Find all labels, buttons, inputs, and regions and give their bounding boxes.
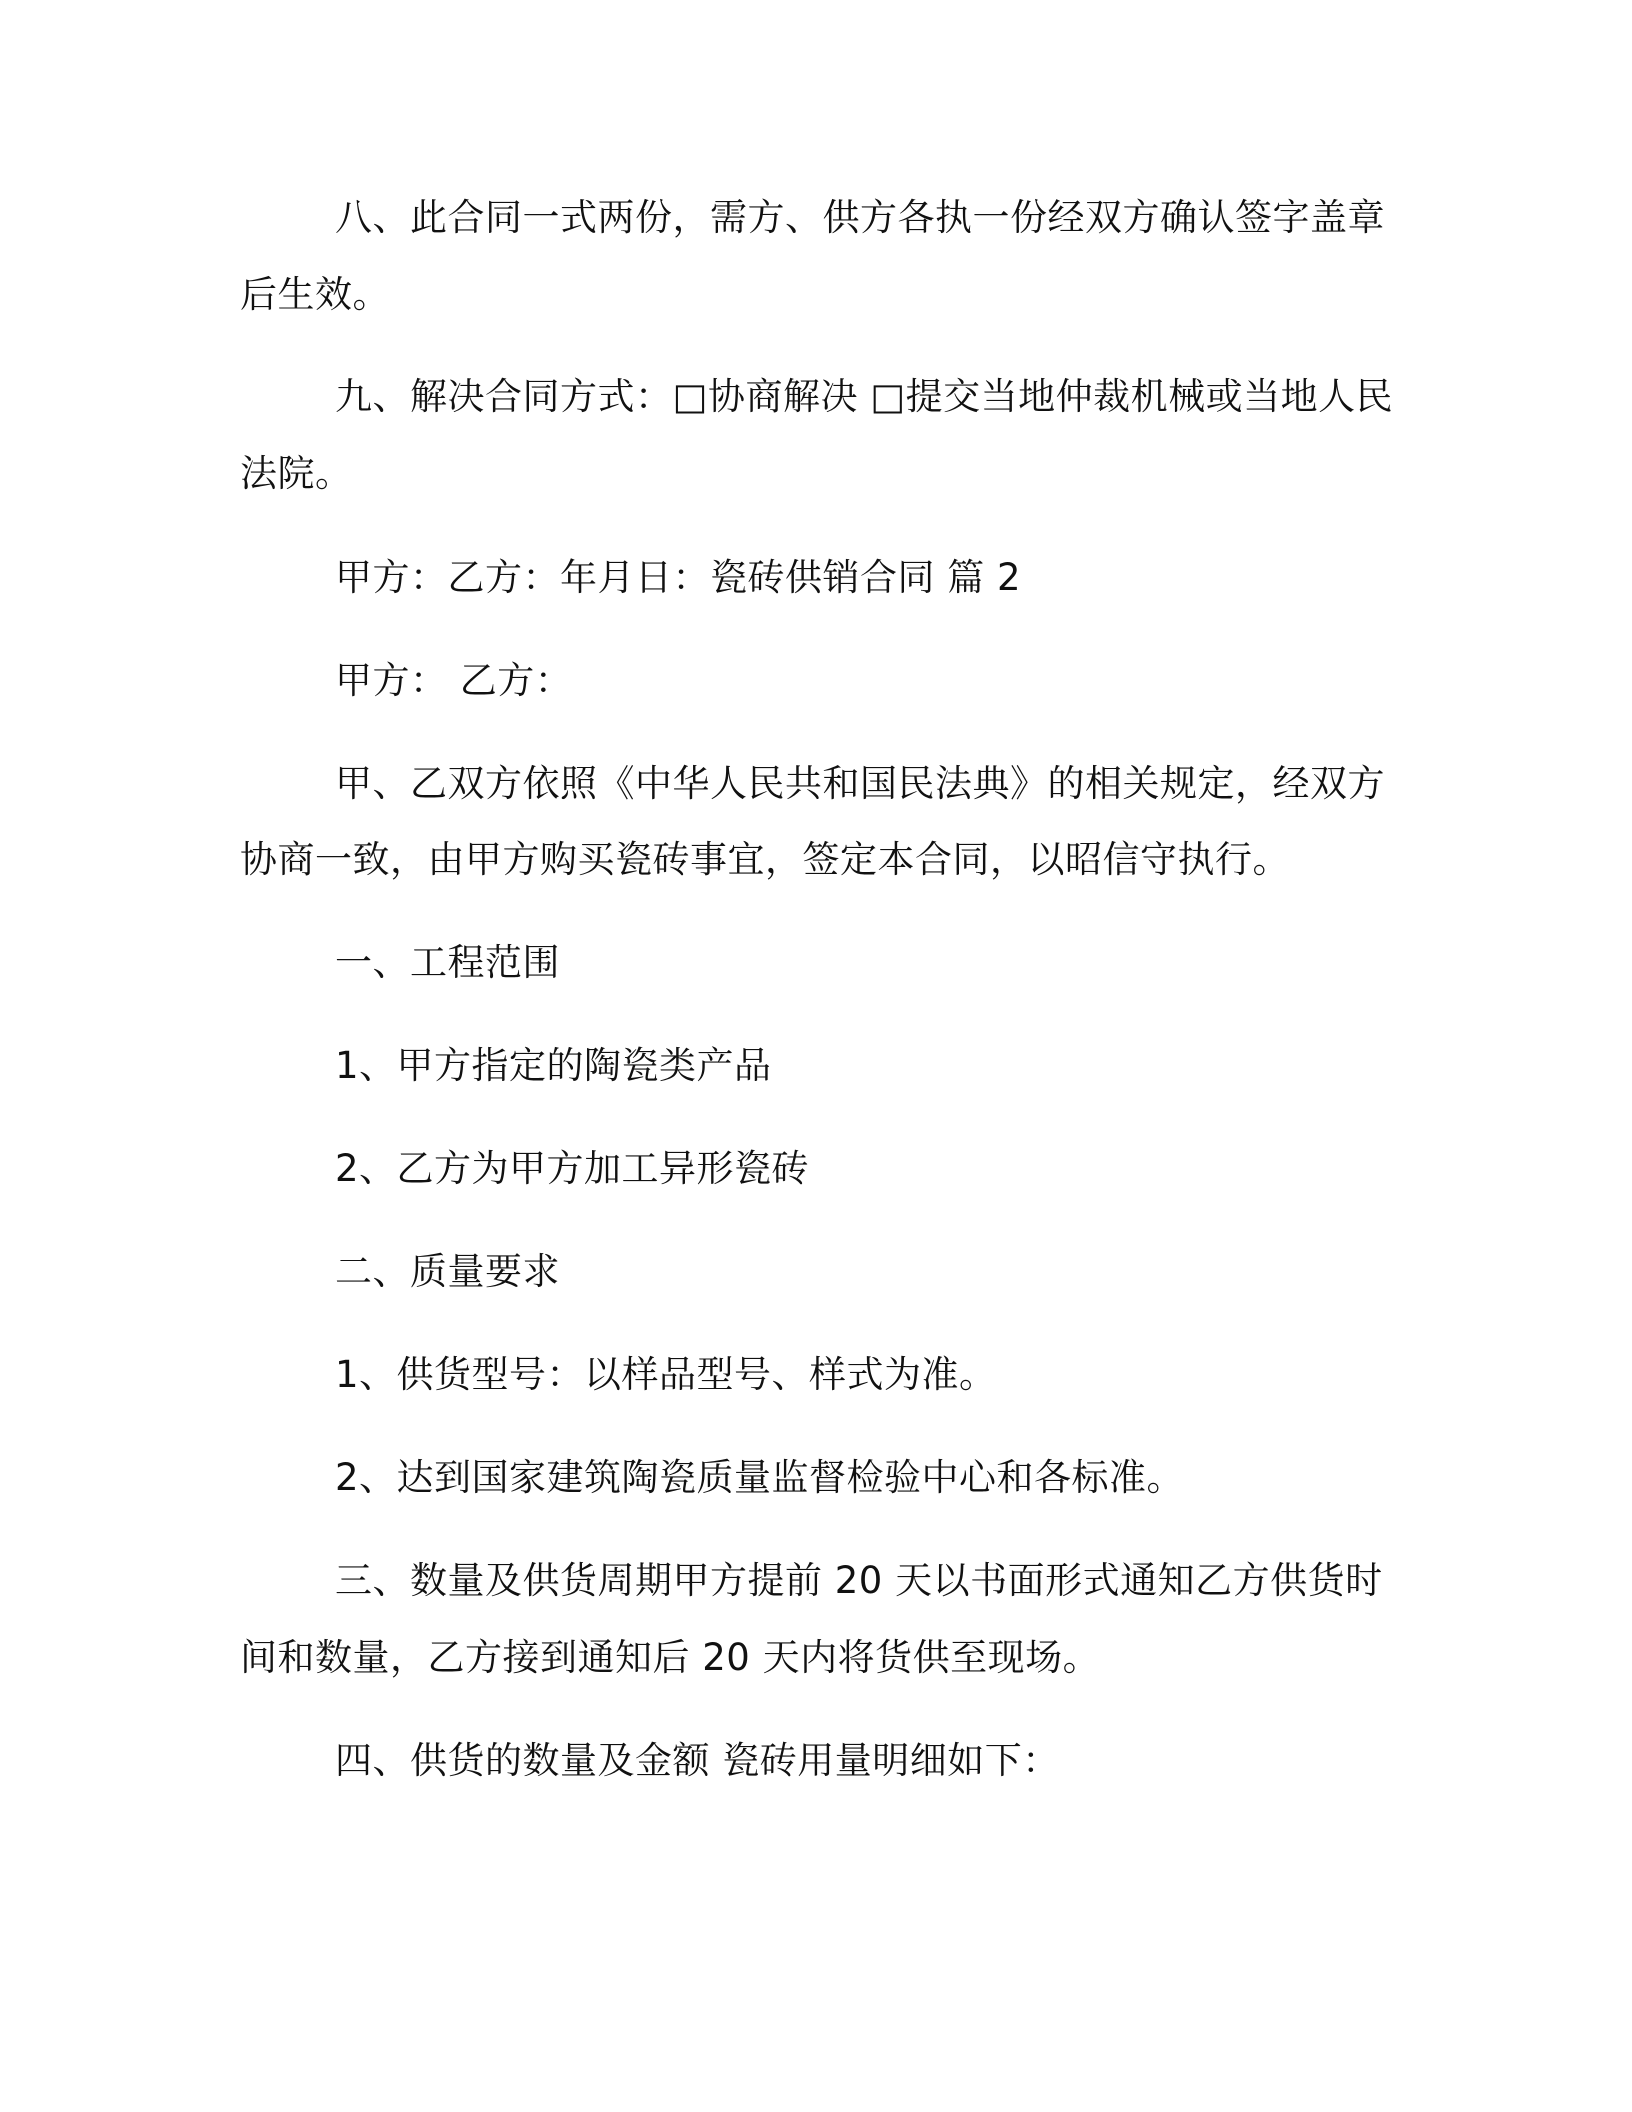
section-4-heading: 四、供货的数量及金额 瓷砖用量明细如下： xyxy=(335,1739,1060,1782)
paragraph-8-line-2: 后生效。 xyxy=(240,273,390,316)
section-2-heading: 二、质量要求 xyxy=(335,1250,560,1293)
section-3-line-1: 三、数量及供货周期甲方提前 20 天以书面形式通知乙方供货时 xyxy=(335,1559,1383,1602)
section-1-item-2: 2、乙方为甲方加工异形瓷砖 xyxy=(335,1147,810,1190)
paragraph-8-line-1: 八、此合同一式两份，需方、供方各执一份经双方确认签字盖章 xyxy=(335,196,1385,239)
section-3-line-2: 间和数量，乙方接到通知后 20 天内将货供至现场。 xyxy=(240,1636,1101,1679)
section-1-heading: 一、工程范围 xyxy=(335,941,560,984)
paragraph-9-line-1: 九、解决合同方式：□协商解决 □提交当地仲裁机械或当地人民 xyxy=(335,375,1394,418)
section-1-item-1: 1、甲方指定的陶瓷类产品 xyxy=(335,1044,772,1087)
signature-line: 甲方：乙方：年月日：瓷砖供销合同 篇 2 xyxy=(335,556,1022,599)
preamble-line-1: 甲、乙双方依照《中华人民共和国民法典》的相关规定，经双方 xyxy=(335,762,1385,805)
section-2-item-2: 2、达到国家建筑陶瓷质量监督检验中心和各标准。 xyxy=(335,1456,1185,1499)
parties-line: 甲方： 乙方： xyxy=(335,659,573,702)
paragraph-9-line-2: 法院。 xyxy=(240,452,353,495)
preamble-line-2: 协商一致，由甲方购买瓷砖事宜，签定本合同，以昭信守执行。 xyxy=(240,838,1290,881)
section-2-item-1: 1、供货型号：以样品型号、样式为准。 xyxy=(335,1353,997,1396)
